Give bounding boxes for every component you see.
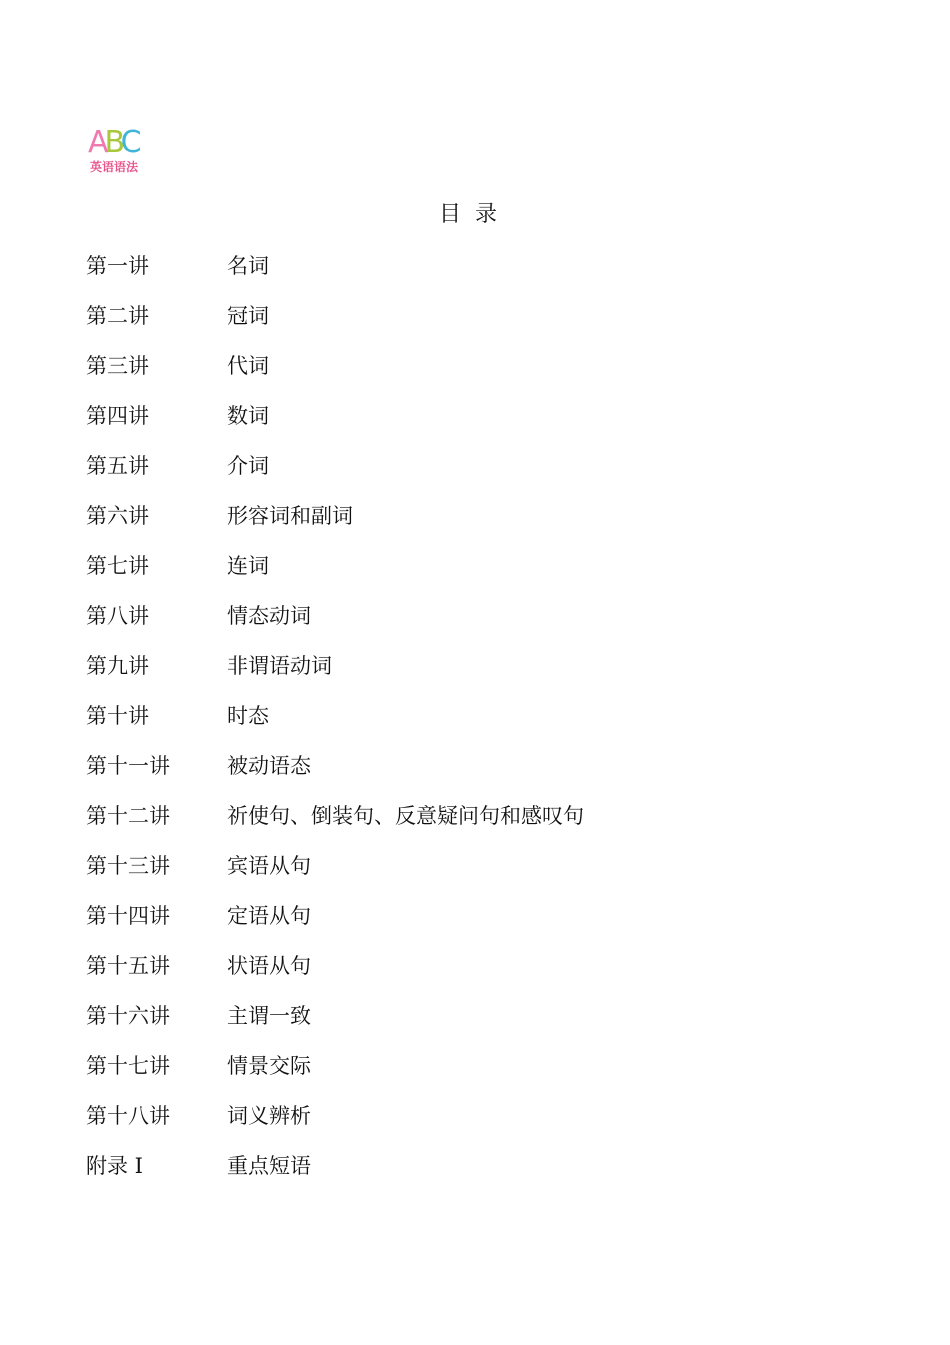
toc-lecture-number: 第九讲	[86, 654, 149, 678]
toc-lecture-number: 第十二讲	[86, 804, 170, 828]
toc-lecture-title: 词义辨析	[227, 1104, 311, 1128]
table-of-contents	[86, 250, 886, 1200]
toc-lecture-title: 情景交际	[227, 1054, 311, 1078]
toc-lecture-number: 第十四讲	[86, 904, 170, 928]
toc-lecture-title: 连词	[227, 554, 269, 578]
toc-lecture-title: 宾语从句	[227, 854, 311, 878]
toc-row	[86, 900, 886, 950]
toc-lecture-number: 第一讲	[86, 254, 149, 278]
logo-letter-c: C	[120, 125, 138, 160]
toc-lecture-title: 定语从句	[227, 904, 311, 928]
toc-lecture-number: 第十一讲	[86, 754, 170, 778]
toc-row	[86, 800, 886, 850]
page-title: 目录	[438, 202, 511, 227]
logo	[88, 126, 150, 180]
toc-row	[86, 300, 886, 350]
toc-lecture-title: 数词	[227, 404, 269, 428]
logo-letters	[88, 126, 138, 160]
logo-letter-b: B	[104, 125, 121, 160]
toc-appendix-title: 重点短语	[227, 1154, 311, 1178]
logo-subtitle: 英语语法	[90, 160, 139, 174]
toc-lecture-title: 形容词和副词	[227, 504, 353, 528]
toc-lecture-title: 主谓一致	[227, 1004, 311, 1028]
toc-row	[86, 500, 886, 550]
toc-row	[86, 650, 886, 700]
toc-lecture-number: 第五讲	[86, 454, 149, 478]
toc-row	[86, 400, 886, 450]
toc-lecture-number: 第七讲	[86, 554, 149, 578]
toc-row	[86, 1000, 886, 1050]
toc-row	[86, 600, 886, 650]
toc-row	[86, 850, 886, 900]
toc-lecture-number: 第八讲	[86, 604, 149, 628]
toc-lecture-number: 第六讲	[86, 504, 149, 528]
toc-lecture-title: 祈使句、倒装句、反意疑问句和感叹句	[227, 804, 584, 828]
logo-letter-a: A	[88, 125, 105, 160]
toc-lecture-number: 第四讲	[86, 404, 149, 428]
toc-row	[86, 450, 886, 500]
toc-row	[86, 550, 886, 600]
toc-lecture-number: 第十三讲	[86, 854, 170, 878]
toc-row	[86, 1050, 886, 1100]
toc-row	[86, 950, 886, 1000]
toc-lecture-title: 被动语态	[227, 754, 311, 778]
toc-lecture-title: 代词	[227, 354, 269, 378]
toc-lecture-number: 第三讲	[86, 354, 149, 378]
toc-lecture-number: 第二讲	[86, 304, 149, 328]
toc-lecture-number: 第十六讲	[86, 1004, 170, 1028]
toc-row	[86, 250, 886, 300]
toc-lecture-title: 时态	[227, 704, 269, 728]
toc-lecture-title: 冠词	[227, 304, 269, 328]
toc-row	[86, 1150, 886, 1200]
toc-row	[86, 750, 886, 800]
toc-lecture-number: 第十八讲	[86, 1104, 170, 1128]
toc-lecture-title: 状语从句	[227, 954, 311, 978]
toc-lecture-title: 名词	[227, 254, 269, 278]
toc-row	[86, 700, 886, 750]
toc-lecture-number: 第十七讲	[86, 1054, 170, 1078]
toc-lecture-title: 非谓语动词	[227, 654, 332, 678]
toc-row	[86, 350, 886, 400]
toc-lecture-number: 第十五讲	[86, 954, 170, 978]
toc-lecture-title: 介词	[227, 454, 269, 478]
toc-lecture-number: 第十讲	[86, 704, 149, 728]
toc-appendix-number: 附录 I	[86, 1154, 143, 1178]
toc-row	[86, 1100, 886, 1150]
toc-lecture-title: 情态动词	[227, 604, 311, 628]
